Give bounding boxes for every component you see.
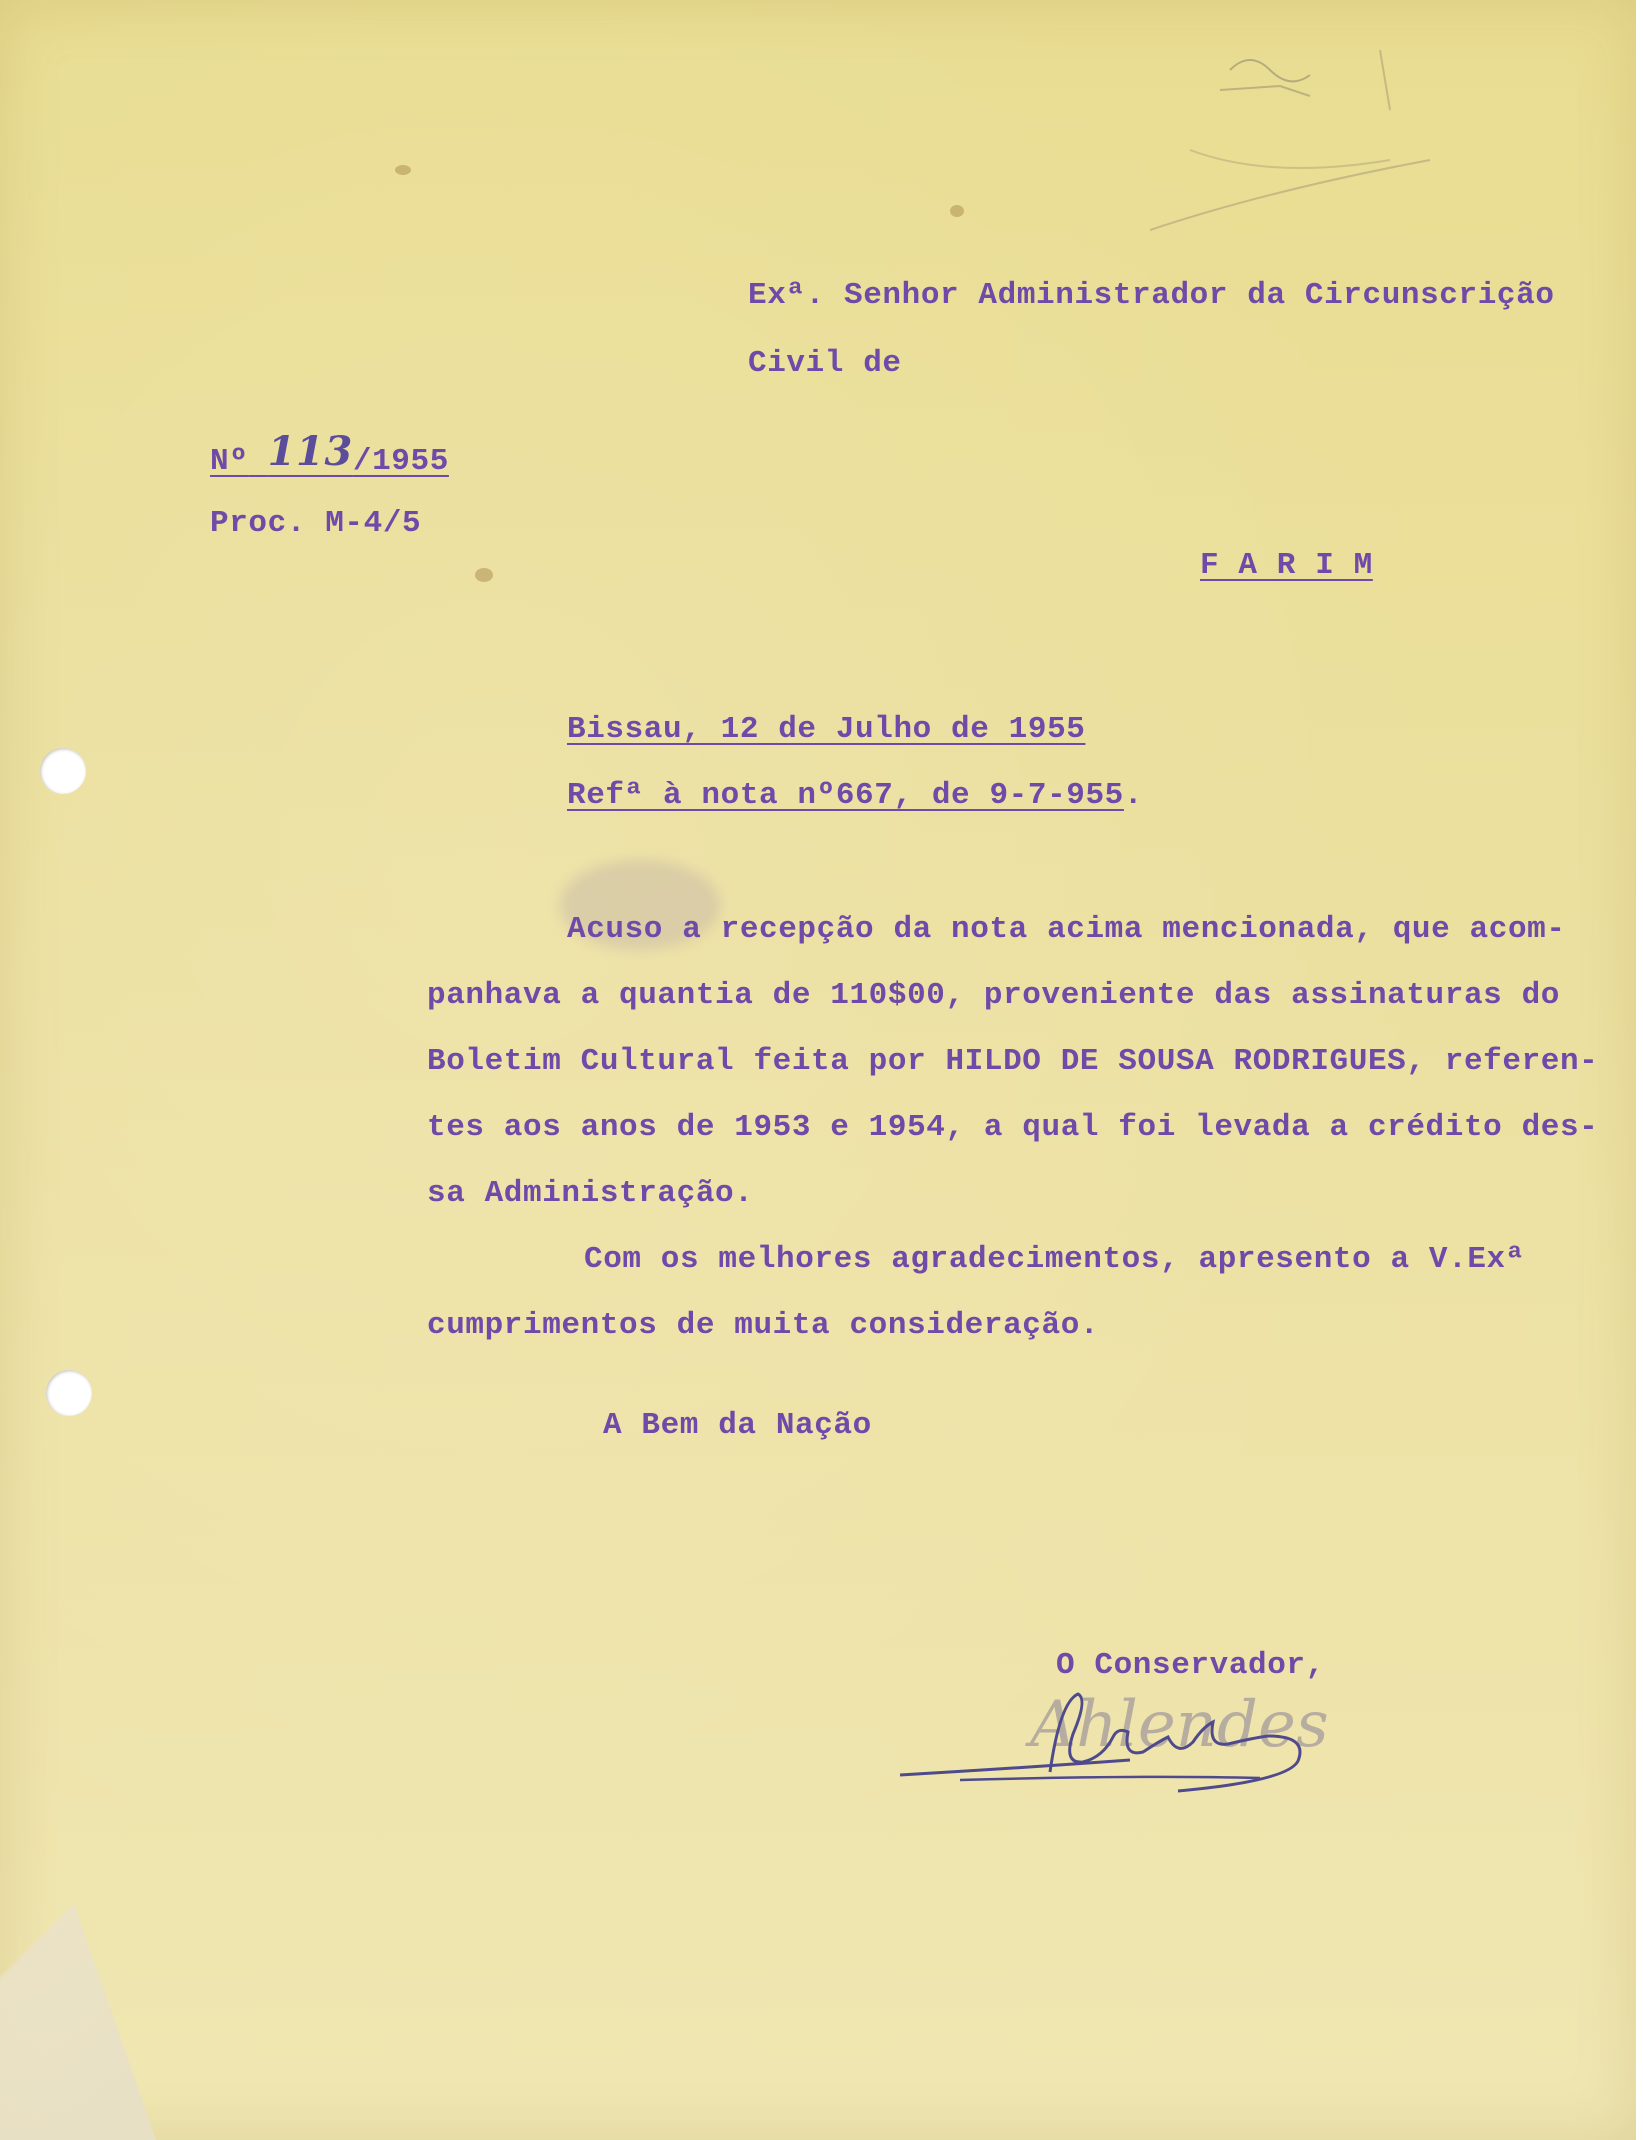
- body-line: Acuso a recepção da nota acima mencionada, que acom-: [567, 912, 1566, 947]
- body-line: sa Administração.: [427, 1176, 754, 1211]
- body-line: Com os melhores agradecimentos, apresento a V.Exª: [584, 1242, 1525, 1277]
- punch-hole-top: [40, 748, 86, 794]
- destination: F A R I M: [1200, 548, 1373, 583]
- addressee-line-2: Civil de: [748, 346, 902, 381]
- paper-stain: [950, 205, 964, 217]
- reference-period: .: [1123, 778, 1144, 813]
- body-line: panhava a quantia de 110$00, proveniente das assinaturas do: [427, 978, 1560, 1013]
- body-line: cumprimentos de muita consideração.: [427, 1308, 1100, 1343]
- folded-corner: [0, 1690, 260, 2140]
- reference-text: Refª à nota nº667, de 9-7-955: [567, 778, 1124, 813]
- signatory-title: O Conservador,: [1056, 1648, 1325, 1683]
- number-label: Nº: [210, 444, 249, 479]
- date-line: Bissau, 12 de Julho de 1955: [567, 712, 1086, 747]
- signature-stroke: [900, 1680, 1370, 1800]
- body-line: tes aos anos de 1953 e 1954, a qual foi levada a crédito des-: [427, 1110, 1599, 1145]
- pencil-marks: [1150, 30, 1490, 260]
- punch-hole-bottom: [46, 1370, 92, 1416]
- paper-stain: [475, 568, 493, 582]
- paper-stain: [395, 165, 411, 175]
- reference-line: [567, 778, 1143, 813]
- process-reference: Proc. M-4/5: [210, 506, 422, 541]
- handwritten-number: 113: [267, 428, 353, 475]
- number-year: /1955: [352, 444, 449, 479]
- closing-formula: A Bem da Nação: [603, 1408, 872, 1443]
- signature-text: Ahlendes: [1030, 1688, 1329, 1762]
- signature: [900, 1680, 1370, 1800]
- body-line: Boletim Cultural feita por HILDO DE SOUSA RODRIGUES, referen-: [427, 1044, 1599, 1079]
- document-number: [210, 428, 449, 479]
- addressee-line-1: Exª. Senhor Administrador da Circunscrição: [748, 278, 1555, 313]
